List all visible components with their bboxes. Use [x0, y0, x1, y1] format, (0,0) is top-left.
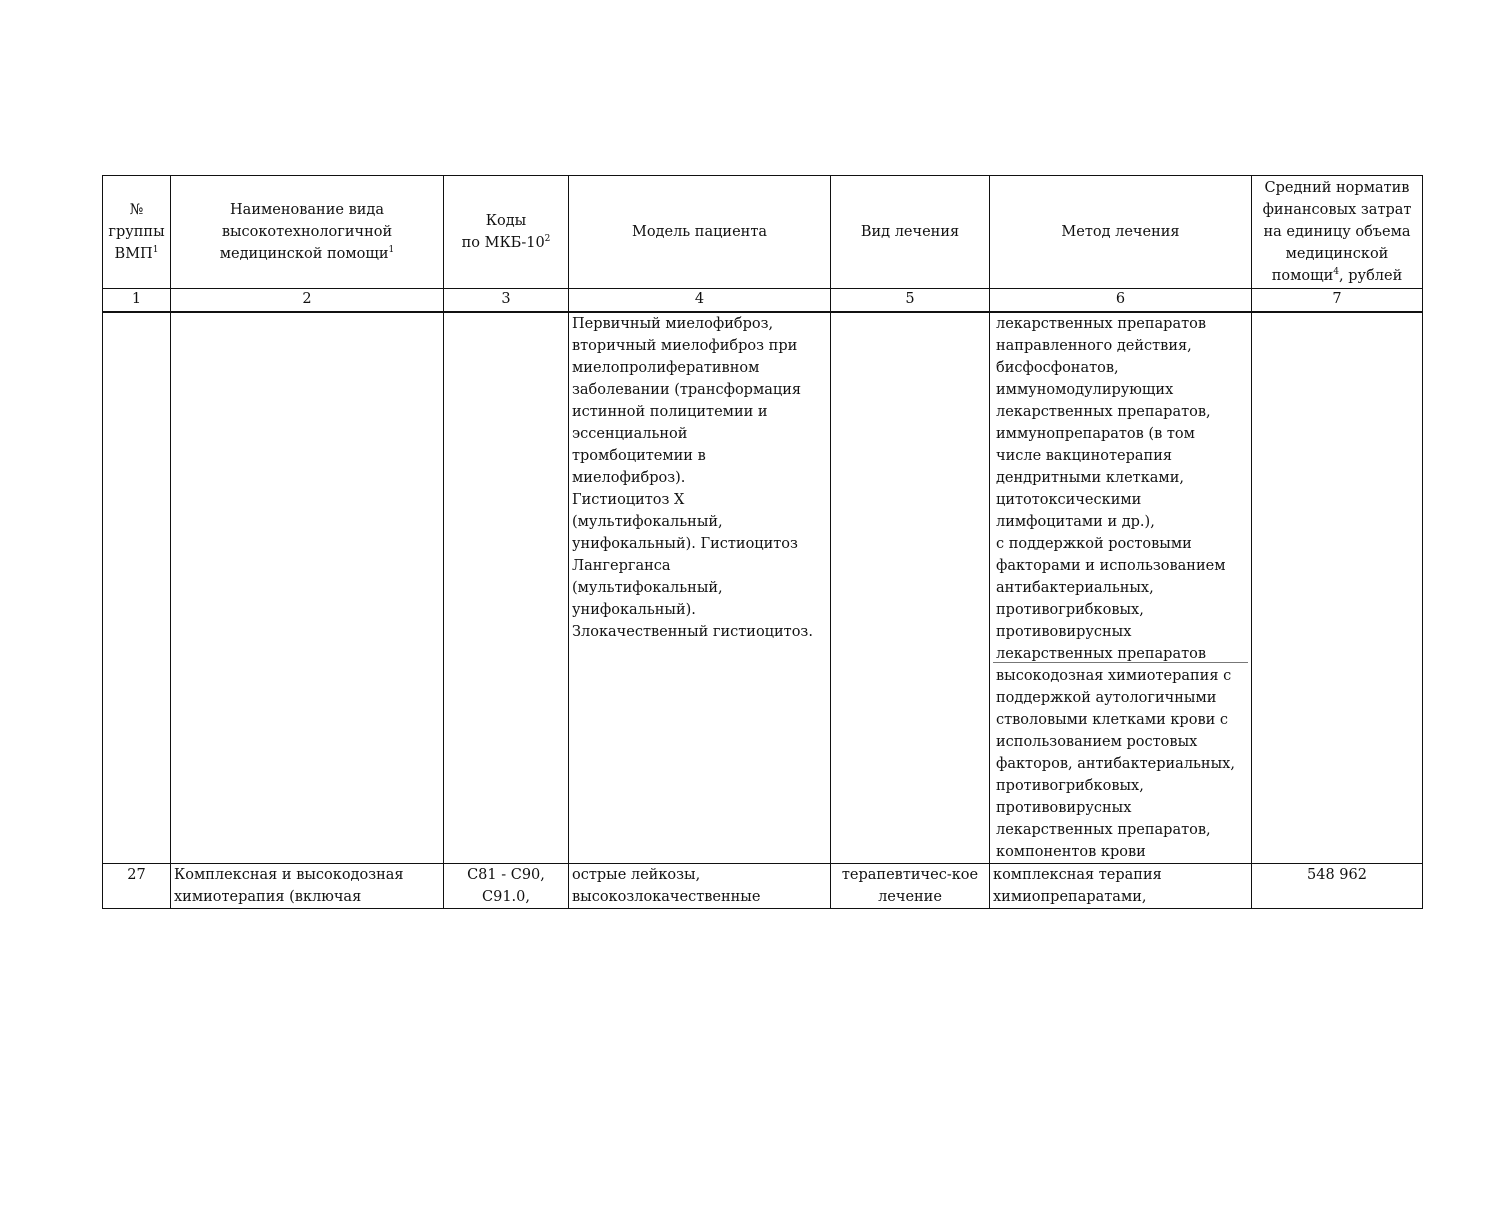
cell-name: Комплексная и высокодозная химиотерапия (включая	[171, 864, 444, 909]
cell-group-no	[103, 312, 171, 864]
header-codes-label: Коды по МКБ-10	[461, 213, 545, 251]
header-group-no	[103, 176, 171, 289]
column-number: 6	[990, 289, 1252, 313]
table-row	[103, 864, 1423, 909]
footnote-ref: 2	[544, 234, 551, 244]
cell-codes: C81 - C90, C91.0,	[444, 864, 569, 909]
treatment-method-item: высокодозная химиотерапия с поддержкой аутологичными стволовыми клетками крови с использованием ростовых факторов, антибактериальных, противогрибковых, противовирусных лекарственных препаратов, компонентов крови	[996, 668, 1235, 860]
header-patient-model-label: Модель пациента	[631, 224, 767, 240]
header-treatment-method-label: Метод лечения	[1061, 224, 1180, 240]
header-treatment-type-label: Вид лечения	[860, 224, 960, 240]
cell-treatment-type: терапевтичес-кое лечение	[831, 864, 990, 909]
cell-group-no: 27	[103, 864, 171, 909]
column-number: 5	[831, 289, 990, 313]
footnote-ref: 4	[1333, 267, 1340, 277]
header-cost-label: Средний норматив финансовых затрат на единицу объема медицинской помощи	[1262, 180, 1412, 284]
cell-patient-model: острые лейкозы, высокозлокачественные	[569, 864, 831, 909]
header-group-no-label: № группы ВМП	[108, 202, 165, 262]
column-number: 2	[171, 289, 444, 313]
header-cost-suffix: , рублей	[1339, 268, 1403, 284]
cell-name	[171, 312, 444, 864]
footnote-ref: 1	[152, 245, 159, 255]
header-name	[171, 176, 444, 289]
cell-patient-model: Первичный миелофиброз, вторичный миелофиброз при миелопролиферативном заболевании (трансформация истинной полицитемии и эссенциальной тромбоцитемии в миелофиброз). Гистиоцитоз X (мультифокальный, унифокальный). Гистиоцитоз Лангерганса (мультифокальный, унифокальный). Злокачественный гистиоцитоз.	[569, 312, 831, 864]
column-number: 3	[444, 289, 569, 313]
cell-treatment-method	[990, 312, 1252, 864]
medical-care-table	[102, 175, 1423, 909]
treatment-method-item: лекарственных препаратов направленного действия, бисфосфонатов, иммуномодулирующих лекарственных препаратов, иммунопрепаратов (в том числе вакцинотерапия дендритными клетками, цитотоксическими лимфоцитами и др.), с поддержкой ростовыми факторами и использованием антибактериальных, противогрибковых, противовирусных лекарственных препаратов	[993, 313, 1248, 663]
cell-treatment-type	[831, 312, 990, 864]
column-number-row	[103, 289, 1423, 313]
column-number: 4	[569, 289, 831, 313]
column-number: 7	[1252, 289, 1423, 313]
header-row	[103, 176, 1423, 289]
footnote-ref: 1	[388, 245, 395, 255]
table-row	[103, 312, 1423, 864]
header-treatment-type	[831, 176, 990, 289]
column-number: 1	[103, 289, 171, 313]
header-patient-model	[569, 176, 831, 289]
cell-cost: 548 962	[1252, 864, 1423, 909]
header-codes	[444, 176, 569, 289]
cell-cost	[1252, 312, 1423, 864]
header-treatment-method	[990, 176, 1252, 289]
header-name-label: Наименование вида высокотехнологичной медицинской помощи	[219, 202, 393, 262]
cell-treatment-method: комплексная терапия химиопрепаратами,	[990, 864, 1252, 909]
cell-codes	[444, 312, 569, 864]
header-cost	[1252, 176, 1423, 289]
